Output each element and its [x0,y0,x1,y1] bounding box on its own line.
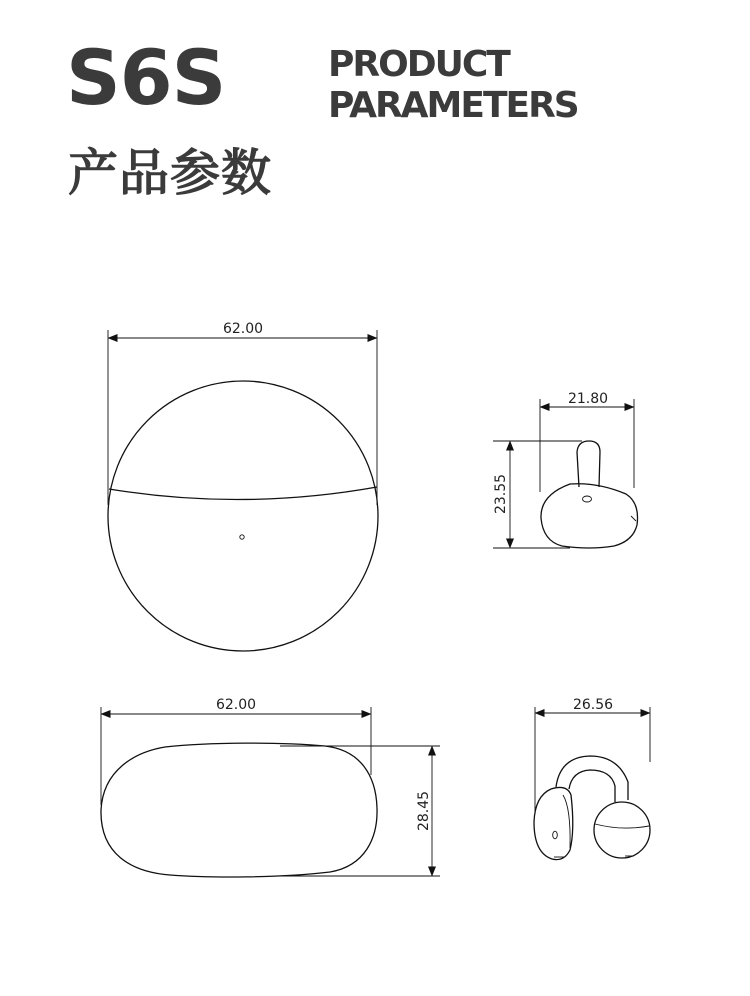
ear-hook-inner [569,770,615,802]
earbud-body [541,484,638,548]
earbud-stem [577,441,600,487]
case-lid-seam [109,487,377,500]
right-earpiece [594,802,650,858]
dim-earbud-side-height [493,441,582,548]
earbud-side-view [493,391,638,548]
case-front-outline [101,743,377,877]
dim-case-front-height [280,746,440,876]
earbud-side-height-label: 23.55 [493,473,509,515]
dim-case-front-width [101,697,371,805]
case-top-width-label: 62.00 [222,321,264,337]
case-front-height-label: 28.45 [416,790,432,832]
left-earpiece [534,787,573,859]
case-top-outline [108,381,378,651]
left-earpiece-sensor [553,831,558,839]
right-earpiece-seam [595,824,649,828]
section-heading-chinese: 产品参数 [68,144,272,202]
earbud-sensor [583,496,592,502]
dim-earbud-front-width [535,697,650,812]
case-top-view [108,321,378,651]
earbud-side-width-label: 21.80 [567,391,609,407]
heading-line-parameters: PARAMETERS [328,85,578,126]
dim-case-top-width [108,321,377,505]
case-indicator-dot [240,535,244,539]
left-earpiece-edge [563,795,570,848]
model-name: S6S [66,33,226,122]
earbud-front-view [534,697,650,860]
ear-hook-outer [556,756,628,800]
case-front-view [101,697,440,877]
earbud-front-width-label: 26.56 [572,697,614,713]
case-front-width-label: 62.00 [215,697,257,713]
earbud-edge-detail [631,516,636,521]
heading-line-product: PRODUCT [328,44,509,85]
